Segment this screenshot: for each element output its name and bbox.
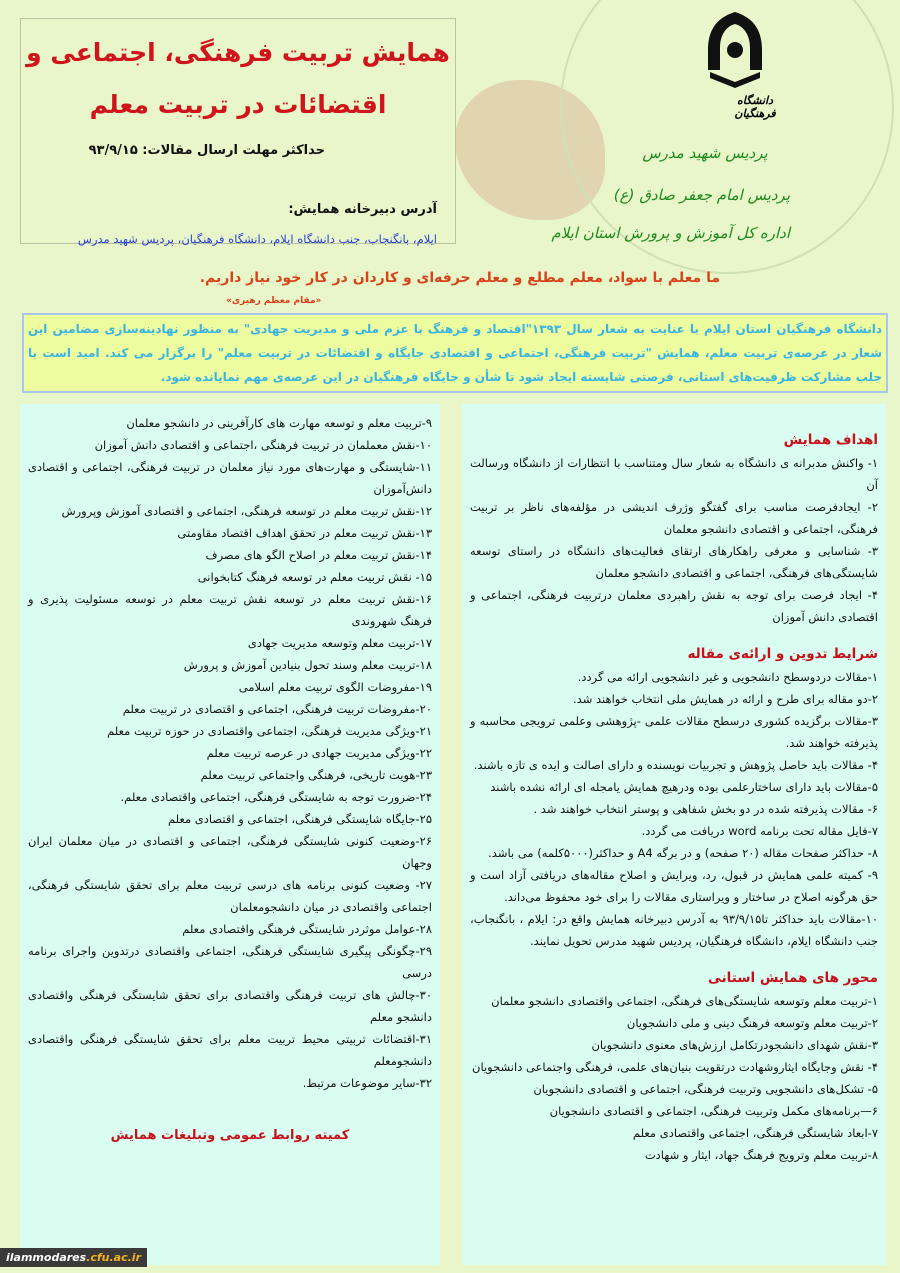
axis-item: ۲۸-عوامل موثردر شایستگی فرهنگی واقتصادی معلم	[182, 922, 432, 936]
left-column-panel	[20, 404, 440, 1265]
axis-item: ۹-تربیت معلم و توسعه مهارت های کارآفرینی در دانشجو معلمان	[126, 416, 432, 430]
committee-signature: کمیته روابط عمومی وتبلیغات همایش	[110, 1128, 350, 1143]
submission-deadline: حداکثر مهلت ارسال مقالات: ۹۳/۹/۱۵	[88, 143, 325, 158]
site-domain: .cfu.ac.ir	[86, 1251, 141, 1264]
condition-item: ۲-دو مقاله برای طرح و ارائه در همایش ملی انتخاب خواهند شد.	[573, 692, 878, 706]
title-line-1: همایش تربیت فرهنگی، اجتماعی و	[26, 38, 450, 67]
axis-item: ۲۰-مفروضات تربیت فرهنگی، اجتماعی و اقتصادی در تربیت معلم	[122, 702, 432, 716]
campus-shahid-modarres: پردیس شهید مدرس	[642, 144, 768, 162]
farhangian-emblem-icon	[700, 10, 770, 90]
axis-item: ۱۲-نقش تربیت معلم در توسعه فرهنگی، اجتماعی و اقتصادی آموزش وپرورش	[61, 504, 432, 518]
conference-title	[21, 27, 455, 131]
website-badge[interactable]	[0, 1248, 147, 1267]
axis-item: ۲۲-ویژگی مدیریت جهادی در عرصه تربیت معلم	[206, 746, 432, 760]
condition-item: ۶- مقالات پذیرفته شده در دو بخش شفاهی و پوستر انتخاب خواهند شد .	[533, 802, 878, 816]
axis-item: ۸-تربیت معلم وترویج فرهنگ جهاد، ایثار و شهادت	[644, 1148, 878, 1162]
education-office-ilam: اداره کل آموزش و پرورش استان ایلام	[551, 224, 790, 242]
axes-list	[470, 990, 878, 1166]
axis-item: ۲۷- وضعیت کنونی برنامه های درسی تربیت معلم برای تحقق شایستگی فرهنگی، اجتماعی واقتصادی در میان دانشجومعلمان	[28, 878, 432, 914]
conditions-list	[470, 666, 878, 952]
title-line-2: اقتضائات در تربیت معلم	[89, 90, 387, 119]
condition-item: ۳-مقالات برگزیده کشوری درسطح مقالات علمی -پژوهشی وعلمی ترویجی محاسبه و پذیرفته خواهند شد.	[470, 714, 878, 750]
axis-item: ۱۹-مفروضات الگوی تربیت معلم اسلامی	[238, 680, 432, 694]
axis-item: ۳-نقش شهدای دانشجودرتکامل ارزش‌های معنوی دانشجویان	[591, 1038, 878, 1052]
axis-item: ۲-تربیت معلم وتوسعه فرهنگ دینی و ملی دانشجویان	[626, 1016, 878, 1030]
condition-item: ۷-فایل مقاله تحت برنامه word دریافت می گردد.	[641, 824, 878, 838]
condition-item: ۸- حداکثر صفحات مقاله (۲۰ صفحه) و در برگه A4 و حداکثر(۵۰۰۰کلمه) می باشد.	[488, 846, 878, 860]
background-flower-decoration	[455, 80, 605, 220]
site-name: ilammodares	[6, 1251, 87, 1264]
axes-list-continued	[28, 412, 432, 1094]
goal-item: ۱- واکنش مدبرانه ی دانشگاه به شعار سال ومتناسب با انتظارات از دانشگاه ورسالت آن	[470, 456, 878, 492]
condition-item: ۱-مقالات دردوسطح دانشجویی و غیر دانشجویی ارائه می گردد.	[577, 670, 878, 684]
goal-item: ۴- ایجاد فرصت برای توجه به نقش راهبردی معلمان درتربیت فرهنگی، اجتماعی و اقتصادی دانش آموزان	[470, 588, 878, 624]
conditions-title: شرایط تدوین و ارائه‌ی مقاله	[687, 646, 878, 662]
condition-item: ۱۰-مقالات باید حداکثر تا۹۳/۹/۱۵ به آدرس دبیرخانه همایش واقع در: ایلام ، بانگنجاب، جنب دانشگاه ایلام، دانشگاه فرهنگیان، پردیس شهید مدرس تحویل نمایند.	[470, 912, 878, 948]
axis-item: ۱۱-شایستگی و مهارت‌های مورد نیاز معلمان در تربیت فرهنگی، اجتماعی و اقتصادی دانش‌آموزان	[28, 460, 432, 496]
campus-imam-jafar-sadegh: پردیس امام جعفر صادق (ع)	[613, 186, 790, 204]
axis-item: ۳۰-چالش های تربیت فرهنگی واقتصادی برای تحقق شایستگی فرهنگی واقتصادی دانشجو معلم	[28, 988, 432, 1024]
axes-title: محور های همایش استانی	[707, 970, 878, 986]
axis-item: ۱۰-نقش معملمان در تربیت فرهنگی ،اجتماعی و اقتصادی دانش آموزان	[94, 438, 432, 452]
secretariat-address: ایلام، بانگنجاب، جنب دانشگاه ایلام، دانشگاه فرهنگیان، پردیس شهید مدرس	[77, 232, 437, 246]
goal-item: ۳- شناسایی و معرفی راهکارهای ارتقای فعالیت‌های دانشگاه در راستای توسعه شایستگی‌های فرهنگی، اجتماعی و اقتصادی دانشجو معلمان	[470, 544, 878, 580]
condition-item: ۵-مقالات باید دارای ساختارعلمی بوده ودرهیچ همایش یامجله ای ارائه نشده باشند	[490, 780, 878, 794]
address-label: آدرس دبیرخانه همایش:	[288, 202, 437, 217]
axis-item: ۲۱-ویژگی مدیریت فرهنگی، اجتماعی واقتصادی در حوزه تربیت معلم	[107, 724, 432, 738]
axis-item: ۷-ابعاد شایستگی فرهنگی، اجتماعی واقتصادی معلم	[632, 1126, 878, 1140]
axis-item: ۶—برنامه‌های مکمل وتربیت فرهنگی، اجتماعی و اقتصادی دانشجویان	[549, 1104, 878, 1118]
quote-source: «مقام معظم رهبری»	[226, 296, 322, 306]
axis-item: ۲۳-هویت تاریخی، فرهنگی واجتماعی تربیت معلم	[200, 768, 432, 782]
goal-item: ۲- ایجادفرصت مناسب برای گفتگو وژرف اندیشی در مؤلفه‌های ناظر بر تربیت فرهنگی، اجتماعی و اقتصادی دانشجو معلمان	[470, 500, 878, 536]
axis-item: ۴- نقش وجایگاه ایثاروشهادت درتقویت بنیان‌های علمی، فرهنگی واجتماعی دانشجویان	[472, 1060, 878, 1074]
axis-item: ۱۵- نقش تربیت معلم در توسعه فرهنگ کتابخوانی	[197, 570, 432, 584]
intro-paragraph: دانشگاه فرهنگیان استان ایلام با عنایت به شعار سال ۱۳۹۳"اقتصاد و فرهنگ با عزم ملی و مدیریت جهادی" به منظور نهادینه‌سازی مضامین این شعار در عرصه‌ی تربیت معلم، همایش "تربیت فرهنگی، اجتماعی و اقتصادی جایگاه و اقتضائات در تربیت معلم" را برگزار می کند. امید است با جلب مشارکت ظرفیت‌های استانی، فرصتی شایسته ایجاد شود تا شأن و جایگاه فرهنگیان در این عرصه‌ی مهم نمایانده شود.	[22, 313, 888, 393]
goals-title: اهداف همایش	[783, 432, 878, 448]
axis-item: ۱۳-نقش تربیت معلم در تحقق اهداف اقتصاد مقاومتی	[177, 526, 432, 540]
conference-title-box	[20, 18, 456, 244]
axis-item: ۳۲-سایر موضوعات مرتبط.	[302, 1076, 432, 1090]
leader-quote: ما معلم با سواد، معلم مطلع و معلم حرفه‌ای و کاردان در کار خود نیاز داریم.	[199, 270, 720, 286]
condition-item: ۴- مقالات باید حاصل پژوهش و تجربیات نویسنده و دارای اصالت و ایده ی تازه باشند.	[473, 758, 878, 772]
axis-item: ۱۷-تربیت معلم وتوسعه مدیریت جهادی	[247, 636, 432, 650]
axis-item: ۱۸-تربیت معلم وسند تحول بنیادین آموزش و پرورش	[183, 658, 432, 672]
axis-item: ۲۶-وضعیت کنونی شایستگی فرهنگی، اجتماعی و اقتصادی در میان معلمان ایران وجهان	[28, 834, 432, 870]
axis-item: ۱۶-نقش تربیت معلم در توسعه نقش تربیت معلم در توسعه مسئولیت پذیری و فرهنگ شهروندی	[28, 592, 432, 628]
axis-item: ۲۵-جایگاه شایستگی فرهنگی، اجتماعی و اقتصادی معلم	[167, 812, 432, 826]
goals-list	[470, 452, 878, 628]
condition-item: ۹- کمیته علمی همایش در قبول، رد، ویرایش و اصلاح مقاله‌های دریافتی آزاد است و حق هرگونه اصلاح در ساختار و ویراستاری مقالات را برای خود محفوظ می‌داند.	[470, 868, 878, 904]
axis-item: ۳۱-اقتضائات تربیتی محیط تربیت معلم برای تحقق شایستگی فرهنگی واقتصادی دانشجومعلم	[28, 1032, 432, 1068]
university-logo	[551, 10, 790, 270]
axis-item: ۵- تشکل‌های دانشجویی وتربیت فرهنگی، اجتماعی و اقتصادی دانشجویان	[533, 1082, 878, 1096]
axis-item: ۱۴-نقش تربیت معلم در اصلاح الگو های مصرف	[205, 548, 432, 562]
axis-item: ۲۴-ضرورت توجه به شایستگی فرهنگی، اجتماعی واقتصادی معلم.	[120, 790, 432, 804]
axis-item: ۲۹-چگونگی پیگیری شایستگی فرهنگی، اجتماعی واقتصادی درتدوین واجرای برنامه درسی	[28, 944, 432, 980]
axis-item: ۱-تربیت معلم وتوسعه شایستگی‌های فرهنگی، اجتماعی واقتصادی دانشجو معلمان	[491, 994, 878, 1008]
right-column-panel	[462, 404, 886, 1265]
university-name: دانشگاه فرهنگیان	[734, 94, 776, 120]
